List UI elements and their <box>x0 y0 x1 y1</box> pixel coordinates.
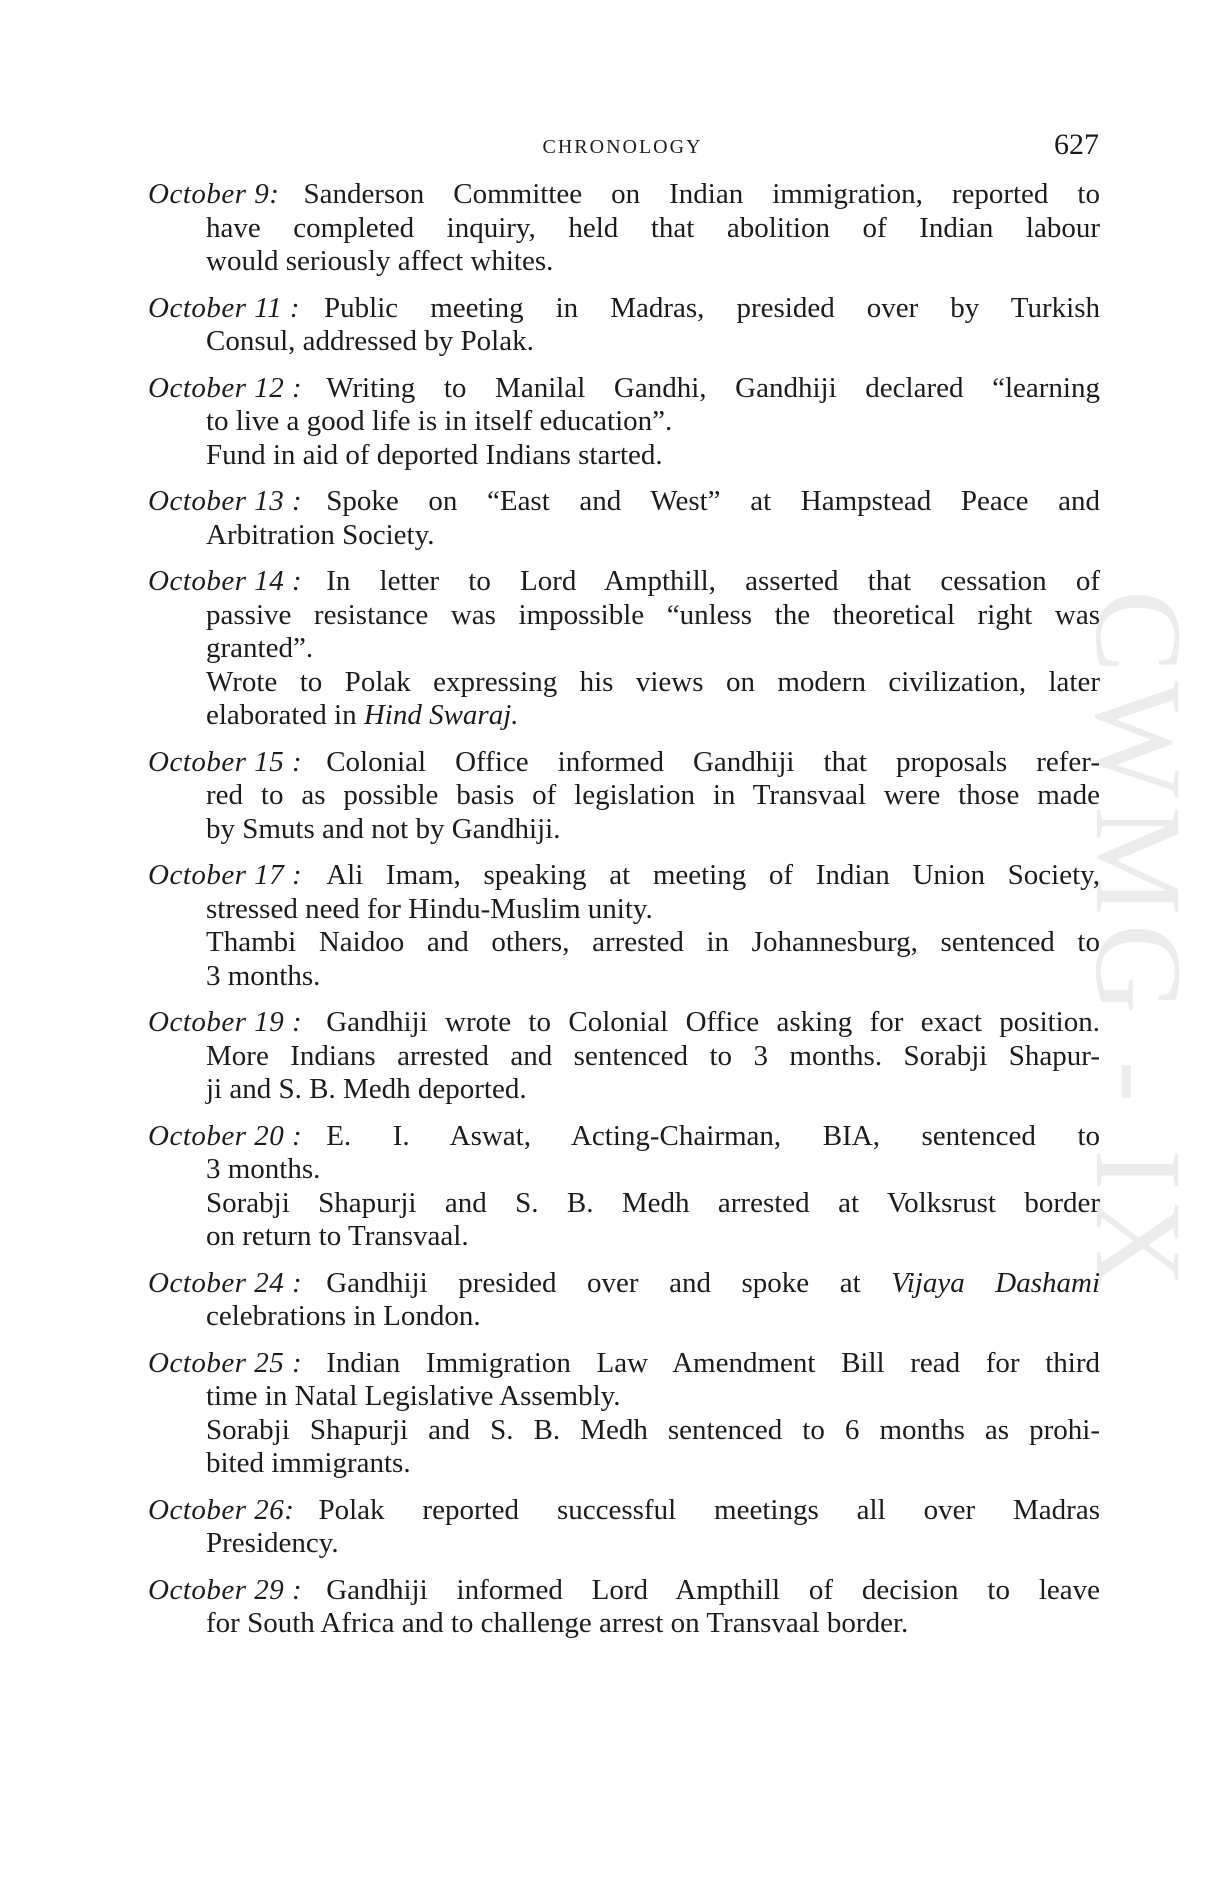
entry-date: October 26: <box>148 1493 295 1526</box>
chronology-entry <box>148 1120 1100 1254</box>
entry-first-line <box>148 1120 1100 1154</box>
entry-date: October 14 : <box>148 565 303 597</box>
entry-first-line <box>148 565 1100 599</box>
entry-date: October 19 : <box>148 1006 303 1038</box>
chronology-entry <box>148 1006 1100 1107</box>
entry-line: Sorabji Shapurji and S. B. Medh sentenced to 6 months as prohi- <box>206 1413 1100 1446</box>
entry-line: More Indians arrested and sentenced to 3 months. Sorabji Shapur- <box>206 1039 1100 1072</box>
book-title: Hind Swaraj. <box>363 699 519 731</box>
entry-line: red to as possible basis of legislation in Transvaal were those made <box>206 779 1100 811</box>
entry-text: Public meeting in Madras, presided over by Turkish <box>324 291 1100 324</box>
entry-first-line <box>148 1267 1100 1301</box>
entry-line: ji and S. B. Medh deported. <box>206 1073 527 1105</box>
entry-line: Fund in aid of deported Indians started. <box>206 438 663 471</box>
entry-date: October 12 : <box>148 371 303 404</box>
chronology-entry <box>148 178 1100 279</box>
entry-date: October 11 : <box>148 291 301 324</box>
entry-text: Spoke on “East and West” at Hampstead Peace and <box>326 485 1100 517</box>
entry-line: have completed inquiry, held that abolition of Indian labour <box>206 211 1100 244</box>
entry-line: Thambi Naidoo and others, arrested in Johannesburg, sentenced to <box>206 926 1100 958</box>
entry-text: In letter to Lord Ampthill, asserted that cessation of <box>326 565 1100 597</box>
entry-first-line <box>148 859 1100 893</box>
entry-line: Consul, addressed by Polak. <box>206 325 534 357</box>
entry-date: October 29 : <box>148 1573 303 1606</box>
entry-line: on return to Transvaal. <box>206 1220 469 1252</box>
entry-line: granted”. <box>206 632 314 664</box>
running-head: CHRONOLOGY <box>542 136 703 158</box>
entry-line: 3 months. <box>206 1153 321 1185</box>
entry-text: E. I. Aswat, Acting-Chairman, BIA, sentenced to <box>326 1119 1100 1152</box>
entry-text: Gandhiji presided over and spoke at <box>326 1266 861 1299</box>
entry-first-line <box>148 178 1100 212</box>
entry-text: Sanderson Committee on Indian immigration, reported to <box>303 178 1100 210</box>
entry-line: Sorabji Shapurji and S. B. Medh arrested at Volksrust border <box>206 1186 1100 1219</box>
entry-date: October 20 : <box>148 1119 303 1152</box>
entry-line: stressed need for Hindu-Muslim unity. <box>206 892 653 925</box>
entry-first-line <box>148 746 1100 780</box>
chronology-entry <box>148 1267 1100 1334</box>
page-number: 627 <box>1054 128 1099 161</box>
entry-first-line <box>148 292 1100 326</box>
chronology-entry <box>148 859 1100 993</box>
entry-text: Gandhiji wrote to Colonial Office asking for exact position. <box>326 1006 1100 1038</box>
entry-text: Gandhiji informed Lord Ampthill of decision to leave <box>326 1573 1100 1606</box>
entry-date: October 13 : <box>148 485 303 517</box>
chronology-entry <box>148 1574 1100 1641</box>
chronology-entry <box>148 292 1100 359</box>
watermark-text: CWMG - IX <box>1070 590 1207 1296</box>
entry-text: Polak reported successful meetings all over Madras <box>318 1493 1100 1526</box>
entry-date: October 17 : <box>148 859 303 891</box>
entry-line: passive resistance was impossible “unless the theoretical right was <box>206 598 1100 631</box>
chronology-entry <box>148 485 1100 552</box>
entry-line: to live a good life is in itself education”. <box>206 405 673 437</box>
entry-line: celebrations in London. <box>206 1300 481 1332</box>
entry-date: October 15 : <box>148 745 303 778</box>
chronology-entry <box>148 372 1100 473</box>
entry-line: Wrote to Polak expressing his views on modern civilization, later <box>206 665 1100 698</box>
entry-date: October 24 : <box>148 1266 303 1299</box>
entry-line <box>148 699 1100 733</box>
watermark <box>1070 548 1207 1338</box>
entry-first-line <box>148 485 1100 519</box>
entry-first-line <box>148 1006 1100 1040</box>
entry-date: October 9: <box>148 178 280 210</box>
entry-line: bited immigrants. <box>206 1447 411 1479</box>
entry-text: Colonial Office informed Gandhiji that proposals refer- <box>326 745 1100 778</box>
entry-first-line <box>148 372 1100 406</box>
festival-name: Vijaya Dashami <box>891 1266 1101 1299</box>
chronology-entry <box>148 746 1100 847</box>
entry-text: Writing to Manilal Gandhi, Gandhiji declared “learning <box>326 371 1100 404</box>
entry-first-line <box>148 1574 1100 1608</box>
chronology-entry <box>148 1494 1100 1561</box>
entry-line: 3 months. <box>206 959 321 992</box>
entry-line: would seriously affect whites. <box>206 245 554 277</box>
chronology-entry <box>148 565 1100 733</box>
entry-first-line <box>148 1494 1100 1528</box>
entry-line: Presidency. <box>206 1527 339 1559</box>
chronology-entry <box>148 1347 1100 1481</box>
entry-line: time in Natal Legislative Assembly. <box>206 1380 621 1412</box>
entry-date: October 25 : <box>148 1346 303 1379</box>
entry-text: Ali Imam, speaking at meeting of Indian Union Society, <box>326 859 1100 891</box>
entry-first-line <box>148 1347 1100 1381</box>
entry-line: Arbitration Society. <box>206 518 435 551</box>
chronology-entries <box>148 178 1100 1654</box>
entry-text: Indian Immigration Law Amendment Bill read for third <box>326 1346 1100 1379</box>
entry-line-text: elaborated in <box>206 699 357 731</box>
entry-line: for South Africa and to challenge arrest on Transvaal border. <box>206 1607 909 1639</box>
entry-line: by Smuts and not by Gandhiji. <box>206 812 561 845</box>
